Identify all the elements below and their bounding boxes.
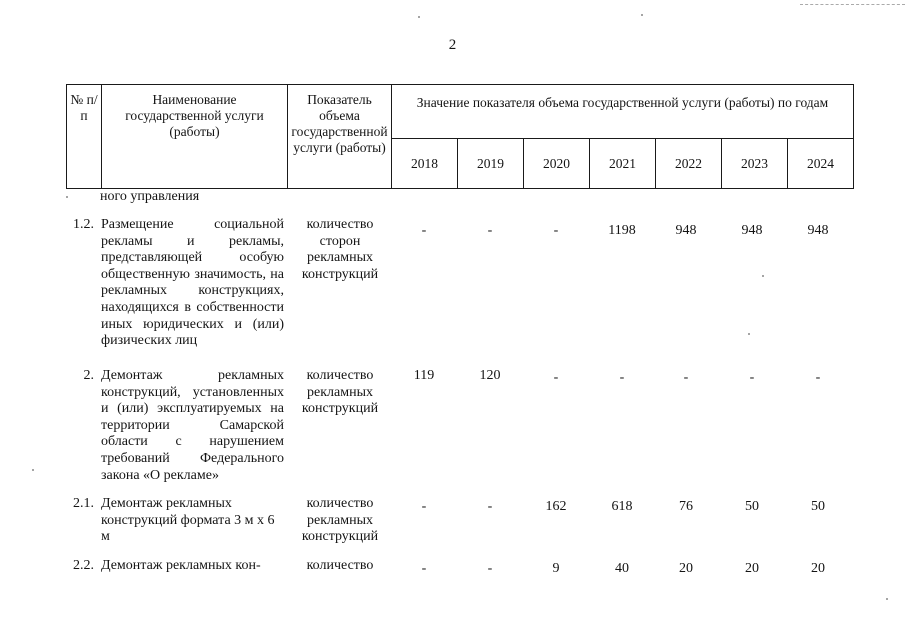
- row-number: 2.1.: [73, 496, 94, 511]
- scan-speck: [32, 469, 34, 471]
- row-indicator: количество рекламных конструкций: [301, 496, 379, 545]
- header-year: 2019: [458, 139, 524, 189]
- row-value-2020: 162: [545, 499, 567, 514]
- scan-speck: [418, 16, 420, 18]
- table-header: [66, 84, 854, 189]
- row-value-2023: 50: [745, 499, 759, 514]
- row-service-name: Демонтаж рекламных конструкций, установленных и (или) эксплуатируемых на территории Самарской области с нарушением требований Федерального закона «О рекламе»: [101, 368, 284, 483]
- row-service-name: Демонтаж рекламных конструкций формата 3 м х 6 м: [101, 496, 275, 545]
- header-year: 2021: [590, 139, 656, 189]
- header-col-values: Значение показателя объема государственной услуги (работы) по годам: [392, 85, 854, 139]
- header-year: 2023: [722, 139, 788, 189]
- row-value-2023: 20: [745, 561, 759, 576]
- row-value-2022: 76: [679, 499, 693, 514]
- row-value-2019: 120: [479, 368, 501, 383]
- row-value-2024: 50: [811, 499, 825, 514]
- scan-speck: [886, 598, 888, 600]
- row-number: 1.2.: [73, 217, 94, 232]
- row-value-2018: -: [421, 561, 427, 576]
- scan-speck: [66, 196, 68, 198]
- row-value-2019: -: [487, 223, 493, 238]
- row-value-2019: -: [487, 499, 493, 514]
- row-indicator: количество сторон рекламных конструкций: [301, 217, 379, 282]
- row-indicator: количество рекламных конструкций: [301, 368, 379, 417]
- row-number: 2.: [83, 368, 94, 383]
- row-value-2024: 948: [807, 223, 829, 238]
- header-year: 2020: [524, 139, 590, 189]
- header-year: 2022: [656, 139, 722, 189]
- header-col-indicator: Показатель объема государственной услуги (работы): [288, 85, 392, 189]
- header-year: 2018: [392, 139, 458, 189]
- row-value-2024: 20: [811, 561, 825, 576]
- header-col-name: Наименование государственной услуги (работы): [102, 85, 288, 189]
- row-value-2023: -: [749, 370, 755, 385]
- row-value-2022: -: [683, 370, 689, 385]
- row-number: 2.2.: [73, 558, 94, 573]
- row-value-2020: -: [553, 370, 559, 385]
- row-value-2021: 40: [615, 561, 629, 576]
- row-service-name: Размещение социальной рекламы и рекламы, представляющей особую общественную значимость, на рекламных конструкциях, находящихся в собственности иных юридических и (или) физических лиц: [101, 217, 284, 349]
- scan-speck: [641, 14, 643, 16]
- scan-speck: [748, 333, 750, 335]
- row-value-2020: 9: [552, 561, 560, 576]
- row-service-name: Демонтаж рекламных кон-: [101, 558, 261, 573]
- page-number: 2: [448, 37, 457, 53]
- row-value-2021: 1198: [608, 223, 636, 238]
- row-value-2019: -: [487, 561, 493, 576]
- scan-speck: [762, 275, 764, 277]
- row-value-2022: 948: [675, 223, 697, 238]
- continuation-text: ного управления: [100, 189, 200, 204]
- row-value-2022: 20: [679, 561, 693, 576]
- row-value-2018: 119: [413, 368, 435, 383]
- row-value-2018: -: [421, 499, 427, 514]
- row-indicator: количество: [306, 558, 374, 573]
- row-value-2021: -: [619, 370, 625, 385]
- row-value-2020: -: [553, 223, 559, 238]
- header-year: 2024: [788, 139, 854, 189]
- row-value-2021: 618: [611, 499, 633, 514]
- row-value-2018: -: [421, 223, 427, 238]
- row-value-2023: 948: [741, 223, 763, 238]
- page-edge-line: [800, 4, 905, 6]
- header-col-number: № п/п: [67, 85, 102, 189]
- row-value-2024: -: [815, 370, 821, 385]
